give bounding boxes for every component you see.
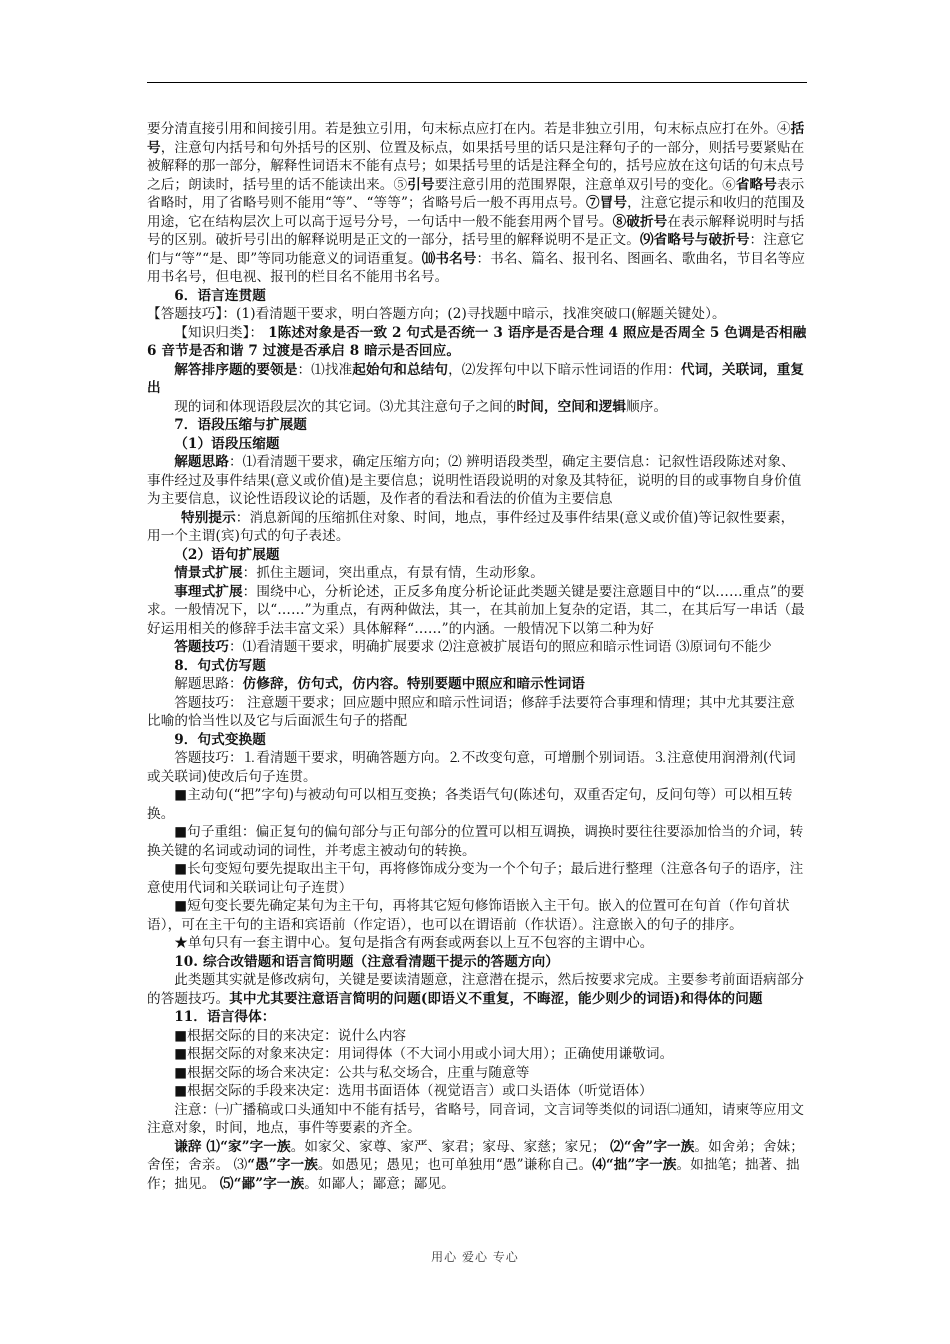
section-11-modest-words: 谦辞 ⑴“家”字一族。如家父、家尊、家严、家君；家母、家慈；家兄； ⑵“舍”字一族。如舍弟；舍妹；舍侄；舍亲。 ⑶“愚”字一族。如愚见；愚见；也可单独用“愚”谦称自己。⑷“拙”字一族。如拙笔；拙著、拙作；拙见。 ⑸“鄙”字一族。如鄙人；鄙意；鄙见。 [147, 1138, 804, 1192]
section-7-1-title: （1）语段压缩题 [174, 435, 280, 452]
section-6-order: 解答排序题的要领是：⑴找准起始句和总结句，⑵发挥句中以下暗示性词语的作用：代词，关联词，重复出 [147, 361, 805, 396]
section-7-1-approach: 解题思路：⑴看清题干要求，确定压缩方向；⑵ 辨明语段类型，确定主要信息：记叙性语段陈述对象、事件经过及事件结果(意义或价值)是主要信息；说明性语段说明的对象及其特征，说明的目的或事物自身价值为主要信息，议论性语段议论的话题，及作者的看法和看法的价值为主要信息 [147, 454, 802, 507]
document-body [147, 120, 807, 1193]
section-6-knowledge: 【知识归类】： 1陈述对象是否一致 2 句式是否统一 3 语序是否是合理 4 照应是否周全 5 色调是否相融 6 音节是否和谐 7 过渡是否承启 8 暗示是否回应。 [147, 324, 807, 359]
section-8-title: 8．句式仿写题 [174, 657, 266, 674]
section-7-title: 7．语段压缩与扩展题 [174, 417, 307, 433]
section-8-approach: 解题思路：仿修辞，仿句式，仿内容。特别要题中照应和暗示性词语 [174, 676, 585, 692]
section-7-1-special: 特别提示：消息新闻的压缩抓住对象、时间，地点，事件经过及事件结果(意义或价值)等记叙性要素，用一个主谓(宾)句式的句子表述。 [147, 509, 795, 544]
section-8-tip: 答题技巧： 注意题干要求；回应题中照应和暗示性词语；修辞手法要符合事理和情理；其中尤其要注意比喻的恰当性以及它与后面派生句子的搭配 [147, 694, 795, 729]
section-10-text: 此类题其实就是修改病句，关键是要读清题意，注意潜在提示，然后按要求完成。主要参考前面语病部分的答题技巧。其中尤其要注意语言简明的问题(即语义不重复，不晦涩，能少则少的词语)和得体的问题 [147, 972, 805, 1007]
section-11-title: 11．语言得体： [174, 1009, 276, 1025]
section-7-2-tip: 答题技巧：⑴看清题干要求，明确扩展要求 ⑵注意被扩展语句的照应和暗示性词语 ⑶原词句不能少 [174, 639, 772, 655]
section-9-item-3: ■长句变短句要先提取出主干句，再将修饰成分变为一个个句子；最后进行整理（注意各句子的语序，注意使用代词和关联词让句子连贯） [147, 861, 804, 896]
section-9-item-2: ■句子重组：偏正复句的偏句部分与正句部分的位置可以相互调换，调换时要往往要添加恰当的介词，转换关键的名词或动词的词性，并考虑主被动句的转换。 [147, 824, 804, 859]
section-11-item-1: ■根据交际的目的来决定：说什么内容 [174, 1027, 407, 1044]
section-11-item-3: ■根据交际的场合来决定：公共与私交场合，庄重与随意等 [174, 1064, 530, 1081]
section-7-2-title: （2）语句扩展题 [174, 546, 280, 563]
section-7-2-reason: 事理式扩展：围绕中心，分析论述，正反多角度分析论证此类题关键是要注意题目中的“以……重点”的要求。一般情况下，以“……”为重点，有两种做法，其一，在其前加上复杂的定语，其二，在其后写一串话（最好运用相关的修辞手法丰富文采）具体解释“……”的内涵。一般情况下以第二种为好 [147, 583, 805, 637]
section-11-item-2: ■根据交际的对象来决定：用词得体（不大词小用或小词大用）；正确使用谦敬词。 [174, 1046, 674, 1062]
section-6-title: 6．语言连贯题 [174, 287, 266, 304]
section-7-2-scene: 情景式扩展：抓住主题词，突出重点，有景有情，生动形象。 [174, 565, 544, 581]
section-9-item-1: ■主动句(“把”字句)与被动句可以相互变换；各类语气句(陈述句，双重否定句，反问句等）可以相互转换。 [147, 787, 793, 822]
paragraph-punctuation: 要分清直接引用和间接引用。若是独立引用，句末标点应打在内。若是非独立引用，句末标点应打在外。④括号，注意句内括号和句外括号的区别、位置及标点，如果括号里的话只是注释句子的一部分，则括号要紧贴在被解释的那一部分，解释性词语末不能有点号；如果括号里的话是注释全句的，括号应放在这句话的句末点号之后；朗读时，括号里的话不能读出来。⑤引号要注意引用的范围界限，注意单双引号的变化。⑥省略号表示省略时，用了省略号则不能用“等”、“等等”；省略号后一般不再用点号。⑦冒号，注意它提示和收归的范围及用途，它在结构层次上可以高于逗号分号，一句话中一般不能套用两个冒号。⑧破折号在表示解释说明时与括号的区别。破折号引出的解释说明是正文的一部分，括号里的解释说明不是正文。⑼省略号与破折号：注意它们与“等”“是、即”等同功能意义的词语重复。⑽书名号：书名、篇名、报刊名、图画名、歌曲名，节目名等应用书名号，但电视、报刊的栏目名不能用书名号。 [147, 121, 806, 285]
section-6-order-cont: 现的词和体现语段层次的其它词。⑶尤其注意句子之间的时间，空间和逻辑顺序。 [174, 398, 668, 415]
section-6-tip: 【答题技巧】：(1)看清题干要求，明白答题方向；(2)寻找题中暗示，找准突破口(解题关键处）。 [147, 306, 726, 322]
section-9-tip: 答题技巧：⒈看清题干要求，明确答题方向。⒉不改变句意，可增删个别词语。⒊注意使用润滑剂(代词或关联词)使改后句子连贯。 [147, 750, 796, 785]
section-11-note: 注意：㈠广播稿或口头通知中不能有括号，省略号，同音词，文言词等类似的词语㈡通知，请柬等应用文注意对象，时间，地点，事件等要素的齐全。 [147, 1101, 805, 1136]
header-rule [147, 82, 807, 83]
section-11-item-4: ■根据交际的手段来决定：选用书面语体（视觉语言）或口头语体（听觉语体） [174, 1083, 653, 1099]
page-footer: 用心 爱心 专心 [431, 1250, 519, 1264]
section-9-title: 9．句式变换题 [174, 731, 266, 748]
section-10-title: 10. 综合改错题和语言简明题（注意看清题干提示的答题方向） [174, 953, 560, 970]
section-9-item-4: ■短句变长要先确定某句为主干句，再将其它短句修饰语嵌入主干句。嵌入的位置可在句首（作句首状语），可在主干句的主语和宾语前（作定语），也可以在谓语前（作状语）。注意嵌入的句子的排序。 [147, 898, 790, 933]
section-9-note: ★单句只有一套主谓中心。复句是指含有两套或两套以上互不包容的主谓中心。 [174, 935, 654, 951]
